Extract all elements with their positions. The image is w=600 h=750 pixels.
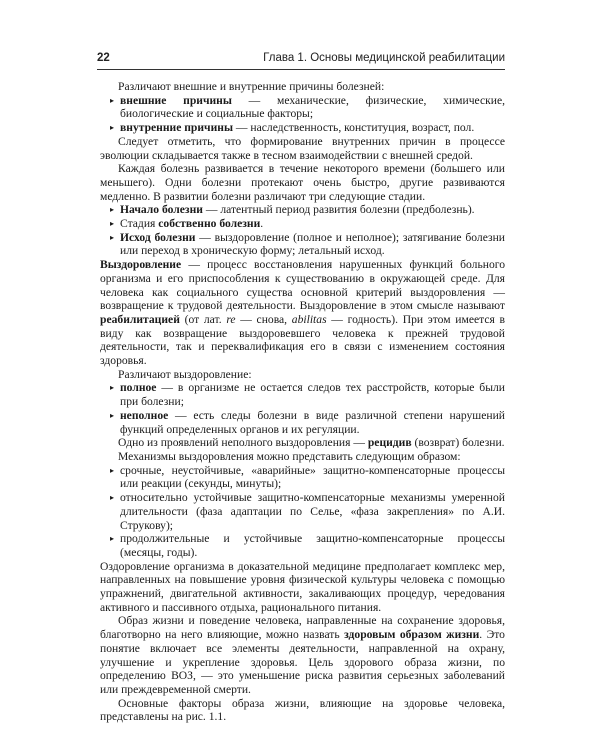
list-item-text: продолжительные и устойчивые защитно-компенсаторные процессы (месяцы, годы). xyxy=(120,532,505,559)
paragraph-evolution: Следует отметить, что формирование внутренних причин в процессе эволюции складывается также в тесном взаимодействии с внешней средой. xyxy=(100,134,505,162)
latin-word: re xyxy=(226,312,236,326)
term: собственно болезни xyxy=(158,217,261,231)
paragraph-causes-intro: Различают внешние и внутренние причины болезней: xyxy=(118,80,385,93)
list-item xyxy=(109,491,505,532)
text: Одно из проявлений неполного выздоровления — xyxy=(118,436,368,450)
bullet-icon: ▸ xyxy=(109,205,114,215)
bullet-icon: ▸ xyxy=(109,410,114,420)
list-item xyxy=(109,121,505,135)
definition: — в организме не остается следов тех расстройств, которые были при болезни; xyxy=(120,381,505,409)
page-number: 22 xyxy=(97,52,110,64)
recovery-list xyxy=(100,381,505,436)
term: внутренние причины xyxy=(120,121,234,135)
bullet-icon: ▸ xyxy=(109,383,114,393)
text: . Это понятие включает все элементы деятельности, направленной на охрану, улучшение и укрепление здоровья. Цель здорового образа жизни, по определению ВОЗ, — это уменьшение риска развития серьезных заболеваний или преждевременной смерти. xyxy=(100,628,505,696)
term: рецидив xyxy=(367,436,412,450)
definition: — выздоровление (полное и неполное); затягивание болезни или переход в хроническую форму; летальный исход. xyxy=(120,230,505,258)
list-item xyxy=(109,381,505,409)
definition: — латентный период развития болезни (предболезнь). xyxy=(202,203,475,217)
paragraph-relapse xyxy=(100,436,505,450)
header-rule xyxy=(97,69,505,70)
list-item xyxy=(109,217,505,231)
term: здоровым образом жизни xyxy=(344,628,480,642)
paragraph-recovery-definition xyxy=(100,258,505,368)
paragraph-recovery-types-intro: Различают выздоровление: xyxy=(118,367,252,381)
page-body xyxy=(100,80,505,724)
term: полное xyxy=(120,381,157,395)
running-header xyxy=(97,49,505,69)
term: Выздоровление xyxy=(100,258,182,272)
term: реабилитацией xyxy=(100,312,180,326)
causes-list xyxy=(100,94,505,135)
mechanisms-list xyxy=(100,464,505,560)
bullet-icon: ▸ xyxy=(109,493,114,503)
definition: — наследственность, конституция, возраст, пол. xyxy=(233,121,475,135)
text: (от лат. xyxy=(179,312,227,326)
definition: — механические, физические, химические, биологические и социальные факторы; xyxy=(120,93,505,121)
bullet-icon: ▸ xyxy=(109,232,114,242)
paragraph-disease-stages-intro: Каждая болезнь развивается в течение некоторого времени (большего или меньшего). Одни болезни протекают очень быстро, другие развиваются медленно. В развитии болезни различают три следующие стадии. xyxy=(100,162,505,203)
bullet-icon: ▸ xyxy=(109,219,114,229)
text: — процесс восстановления нарушенных функций больного организма и его приспособления к существованию в окружающей среде. Для человека как социального существа основной критерий выздоровления — возвращение к трудовой деятельности. Выздоровление в этом смысле называют xyxy=(100,258,505,313)
text: — годность). При этом имеется в виду как возвращение выздоровевшего человека к прежней трудовой деятельности, так и переквалификация его в связи с изменением состояния здоровья. xyxy=(100,312,505,368)
definition: — есть следы болезни в виде различной степени нарушений функций определенных органов и их регуляции. xyxy=(120,408,505,436)
list-item-text: относительно устойчивые защитно-компенсаторные механизмы умеренной длительности (фаза адаптации по Селье, «фаза закрепления» по А.И. Струкову); xyxy=(120,491,505,532)
paragraph-health-improvement: Оздоровление организма в доказательной медицине предполагает комплекс мер, направленных на повышение уровня физической культуры человека с помощью упражнений, двигательной активности, закаливающих процедур, чередования активного и пассивного отдыха, рационального питания. xyxy=(100,559,505,614)
term: Начало болезни xyxy=(120,203,203,217)
bullet-icon: ▸ xyxy=(109,534,114,544)
term: неполное xyxy=(120,408,169,422)
term: Исход болезни xyxy=(120,230,196,244)
chapter-title: Глава 1. Основы медицинской реабилитации xyxy=(263,52,505,64)
paragraph-mechanisms-intro: Механизмы выздоровления можно представить следующим образом: xyxy=(118,449,461,463)
bullet-icon: ▸ xyxy=(109,95,114,105)
list-item xyxy=(109,93,505,121)
prefix: Стадия xyxy=(120,217,159,231)
bullet-icon: ▸ xyxy=(109,465,114,475)
text: — снова, xyxy=(235,312,292,326)
paragraph-healthy-lifestyle xyxy=(100,614,505,696)
bullet-icon: ▸ xyxy=(109,123,114,133)
list-item xyxy=(109,203,505,217)
definition: . xyxy=(260,217,264,231)
latin-word: abilitas xyxy=(291,312,327,326)
list-item-text: срочные, неустойчивые, «аварийные» защитно-компенсаторные процессы или реакции (секунды, минуты); xyxy=(120,463,505,491)
paragraph-figure-reference: Основные факторы образа жизни, влияющие на здоровье человека, представлены на рис. 1.1. xyxy=(100,696,505,724)
text: Образ жизни и поведение человека, направленные на сохранение здоровья, благотворно на него влияющие, можно назвать xyxy=(100,614,505,642)
list-item xyxy=(109,532,505,559)
list-item xyxy=(109,408,505,436)
term: внешние причины xyxy=(120,93,232,107)
text: (возврат) болезни. xyxy=(411,436,505,450)
list-item xyxy=(109,230,505,258)
stages-list xyxy=(100,203,505,258)
list-item xyxy=(109,463,505,491)
